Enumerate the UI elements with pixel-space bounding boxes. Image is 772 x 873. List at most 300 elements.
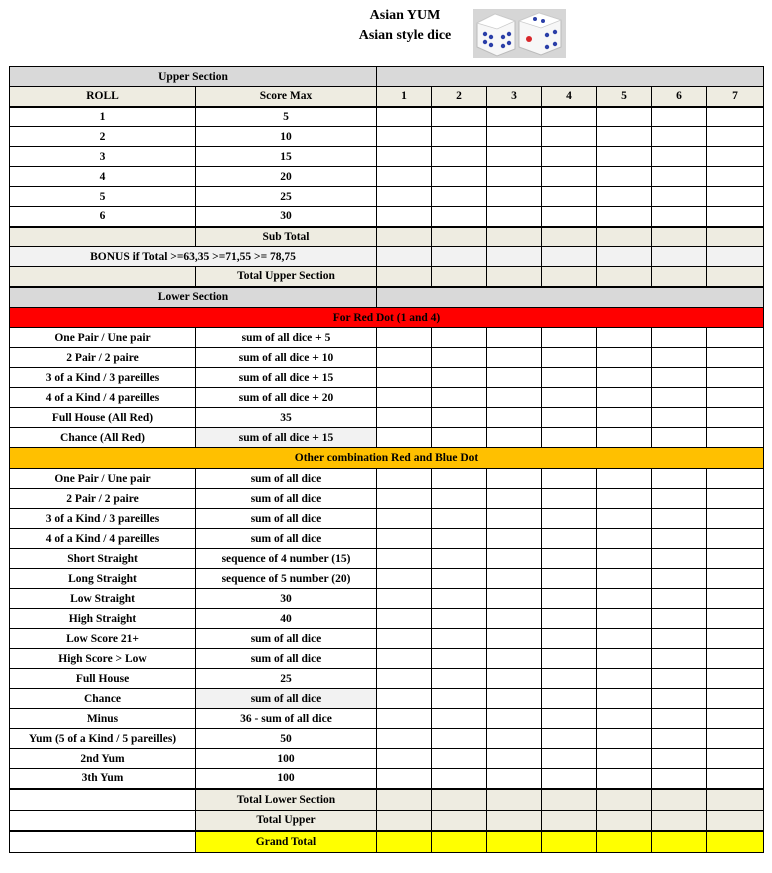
total-lower-section-score-col-1[interactable] — [377, 789, 432, 811]
combo-row-14-score-col-4[interactable] — [542, 729, 597, 749]
combo-row-score-max: sum of all dice — [196, 509, 377, 529]
red-row-1-score-col-3[interactable] — [487, 328, 542, 348]
combo-row-6-score-col-6[interactable] — [652, 569, 707, 589]
combo-row-8-score-col-3[interactable] — [487, 609, 542, 629]
combo-row-5-score-col-2[interactable] — [432, 549, 487, 569]
combo-row-7-score-col-1[interactable] — [377, 589, 432, 609]
combo-row-12-score-col-2[interactable] — [432, 689, 487, 709]
combo-row-5-score-col-7[interactable] — [707, 549, 764, 569]
upper-row-3-score-col-7[interactable] — [707, 147, 764, 167]
combo-row-2-score-col-2[interactable] — [432, 489, 487, 509]
combo-row-9-score-col-1[interactable] — [377, 629, 432, 649]
total-upper-final-spacer — [10, 811, 196, 831]
combo-row-11-score-col-5[interactable] — [597, 669, 652, 689]
combo-row-8-score-col-5[interactable] — [597, 609, 652, 629]
upper-row-2-score-col-2[interactable] — [432, 127, 487, 147]
combo-row-10-score-col-5[interactable] — [597, 649, 652, 669]
red-row-2-score-col-6[interactable] — [652, 348, 707, 368]
total-upper-section-score-col-1[interactable] — [377, 267, 432, 287]
combo-row-score-max: sum of all dice — [196, 489, 377, 509]
total-upper-label: Total Upper — [196, 811, 377, 831]
upper-row-3-score-col-6[interactable] — [652, 147, 707, 167]
combo-row-8-score-col-2[interactable] — [432, 609, 487, 629]
red-row-3-score-col-7[interactable] — [707, 368, 764, 388]
total-upper-section-score-col-3[interactable] — [487, 267, 542, 287]
red-row-1-score-col-7[interactable] — [707, 328, 764, 348]
combo-row-3-score-col-4[interactable] — [542, 509, 597, 529]
red-row-6-score-col-6[interactable] — [652, 428, 707, 448]
combo-row-2-score-col-1[interactable] — [377, 489, 432, 509]
combo-row-1-score-col-3[interactable] — [487, 469, 542, 489]
red-row-3-score-col-3[interactable] — [487, 368, 542, 388]
combo-row-11-score-col-2[interactable] — [432, 669, 487, 689]
upper-row-4-score-col-7[interactable] — [707, 167, 764, 187]
combo-row-score-max: sequence of 5 number (20) — [196, 569, 377, 589]
red-dot-header: For Red Dot (1 and 4) — [10, 308, 764, 328]
red-row-4-score-col-7[interactable] — [707, 388, 764, 408]
combo-row-7-score-col-3[interactable] — [487, 589, 542, 609]
combo-row-11-score-col-6[interactable] — [652, 669, 707, 689]
red-row-4-score-col-5[interactable] — [597, 388, 652, 408]
upper-row-2-score-col-1[interactable] — [377, 127, 432, 147]
combo-row-10-score-col-3[interactable] — [487, 649, 542, 669]
upper-section-header-band — [377, 67, 764, 87]
upper-roll-label: 3 — [10, 147, 196, 167]
combo-row-score-max: sum of all dice — [196, 529, 377, 549]
total-lower-section-score-col-7[interactable] — [707, 789, 764, 811]
combo-row-1-score-col-1[interactable] — [377, 469, 432, 489]
combo-row-label: High Straight — [10, 609, 196, 629]
upper-row-6-score-col-3[interactable] — [487, 207, 542, 227]
upper-row-1-score-col-3[interactable] — [487, 107, 542, 127]
combo-row-label: Minus — [10, 709, 196, 729]
total-lower-section-score-col-6[interactable] — [652, 789, 707, 811]
grand-total-score-col-4[interactable] — [542, 831, 597, 853]
bonus-score-col-4[interactable] — [542, 247, 597, 267]
combo-row-12-score-col-7[interactable] — [707, 689, 764, 709]
combo-row-7-score-col-5[interactable] — [597, 589, 652, 609]
red-row-2-score-col-3[interactable] — [487, 348, 542, 368]
grand-total-score-col-5[interactable] — [597, 831, 652, 853]
combo-row-9-score-col-3[interactable] — [487, 629, 542, 649]
bonus-score-col-1[interactable] — [377, 247, 432, 267]
combo-row-3-score-col-3[interactable] — [487, 509, 542, 529]
upper-row-4-score-col-2[interactable] — [432, 167, 487, 187]
red-row-2-score-col-1[interactable] — [377, 348, 432, 368]
bonus-score-col-7[interactable] — [707, 247, 764, 267]
combo-row-7-score-col-4[interactable] — [542, 589, 597, 609]
bonus-score-col-6[interactable] — [652, 247, 707, 267]
combo-row-7-score-col-2[interactable] — [432, 589, 487, 609]
combo-row-11-score-col-3[interactable] — [487, 669, 542, 689]
combo-row-4-score-col-1[interactable] — [377, 529, 432, 549]
combo-row-11-score-col-4[interactable] — [542, 669, 597, 689]
combo-row-1-score-col-7[interactable] — [707, 469, 764, 489]
combo-row-13-score-col-1[interactable] — [377, 709, 432, 729]
combo-row-4-score-col-5[interactable] — [597, 529, 652, 549]
red-row-1-score-col-2[interactable] — [432, 328, 487, 348]
combo-row-6-score-col-3[interactable] — [487, 569, 542, 589]
upper-row-4-score-col-3[interactable] — [487, 167, 542, 187]
combo-row-16-score-col-2[interactable] — [432, 769, 487, 789]
red-row-4-score-col-4[interactable] — [542, 388, 597, 408]
combo-row-16-score-col-6[interactable] — [652, 769, 707, 789]
upper-row-2-score-col-6[interactable] — [652, 127, 707, 147]
red-row-2-score-col-4[interactable] — [542, 348, 597, 368]
combo-row-16-score-col-1[interactable] — [377, 769, 432, 789]
red-row-2-score-col-7[interactable] — [707, 348, 764, 368]
combo-row-8-score-col-6[interactable] — [652, 609, 707, 629]
total-upper-section-score-col-5[interactable] — [597, 267, 652, 287]
bonus-score-col-5[interactable] — [597, 247, 652, 267]
page-title — [340, 6, 470, 46]
total-upper-score-col-1[interactable] — [377, 811, 432, 831]
combo-row-score-max: sum of all dice — [196, 689, 377, 709]
bonus-score-col-3[interactable] — [487, 247, 542, 267]
grand-total-score-col-2[interactable] — [432, 831, 487, 853]
upper-row-3-score-col-5[interactable] — [597, 147, 652, 167]
combo-row-7-score-col-6[interactable] — [652, 589, 707, 609]
red-row-5-score-col-1[interactable] — [377, 408, 432, 428]
sub-total-score-col-4[interactable] — [542, 227, 597, 247]
sub-total-score-col-3[interactable] — [487, 227, 542, 247]
combo-row-9-score-col-2[interactable] — [432, 629, 487, 649]
lower-section-title: Lower Section — [10, 287, 377, 308]
combo-row-5-score-col-5[interactable] — [597, 549, 652, 569]
upper-row-6-score-col-5[interactable] — [597, 207, 652, 227]
combo-row-15-score-col-7[interactable] — [707, 749, 764, 769]
upper-row-1-score-col-2[interactable] — [432, 107, 487, 127]
upper-row-6-score-col-4[interactable] — [542, 207, 597, 227]
combo-row-10-score-col-1[interactable] — [377, 649, 432, 669]
combo-row-12-score-col-4[interactable] — [542, 689, 597, 709]
combo-row-14-score-col-1[interactable] — [377, 729, 432, 749]
combo-row-4-score-col-7[interactable] — [707, 529, 764, 549]
combo-row-score-max: 30 — [196, 589, 377, 609]
combo-row-16-score-col-4[interactable] — [542, 769, 597, 789]
upper-row-2-score-col-5[interactable] — [597, 127, 652, 147]
red-row-score-max: sum of all dice + 15 — [196, 428, 377, 448]
combo-row-13-score-col-5[interactable] — [597, 709, 652, 729]
total-upper-score-col-5[interactable] — [597, 811, 652, 831]
red-row-5-score-col-4[interactable] — [542, 408, 597, 428]
total-upper-score-col-2[interactable] — [432, 811, 487, 831]
combo-row-9-score-col-5[interactable] — [597, 629, 652, 649]
combo-row-5-score-col-1[interactable] — [377, 549, 432, 569]
bonus-label: BONUS if Total >=63,35 >=71,55 >= 78,75 — [10, 247, 377, 267]
combo-row-5-score-col-6[interactable] — [652, 549, 707, 569]
combo-row-15-score-col-5[interactable] — [597, 749, 652, 769]
upper-row-3-score-col-4[interactable] — [542, 147, 597, 167]
combo-row-1-score-col-5[interactable] — [597, 469, 652, 489]
combo-row-label: 2nd Yum — [10, 749, 196, 769]
red-row-4-score-col-2[interactable] — [432, 388, 487, 408]
combo-row-11-score-col-1[interactable] — [377, 669, 432, 689]
combo-row-score-max: sequence of 4 number (15) — [196, 549, 377, 569]
combo-row-12-score-col-6[interactable] — [652, 689, 707, 709]
combo-row-score-max: sum of all dice — [196, 649, 377, 669]
combo-row-16-score-col-3[interactable] — [487, 769, 542, 789]
combo-row-9-score-col-6[interactable] — [652, 629, 707, 649]
combo-row-8-score-col-7[interactable] — [707, 609, 764, 629]
total-upper-section-score-col-2[interactable] — [432, 267, 487, 287]
red-row-score-max: sum of all dice + 15 — [196, 368, 377, 388]
upper-row-2-score-col-4[interactable] — [542, 127, 597, 147]
combo-row-16-score-col-5[interactable] — [597, 769, 652, 789]
grand-total-score-col-6[interactable] — [652, 831, 707, 853]
red-row-2-score-col-2[interactable] — [432, 348, 487, 368]
upper-row-2-score-col-7[interactable] — [707, 127, 764, 147]
grand-total-spacer — [10, 831, 196, 853]
combo-row-3-score-col-5[interactable] — [597, 509, 652, 529]
upper-row-6-score-col-6[interactable] — [652, 207, 707, 227]
upper-row-3-score-col-1[interactable] — [377, 147, 432, 167]
grand-total-score-col-3[interactable] — [487, 831, 542, 853]
red-row-4-score-col-3[interactable] — [487, 388, 542, 408]
upper-row-5-score-col-5[interactable] — [597, 187, 652, 207]
upper-roll-label: 1 — [10, 107, 196, 127]
roll-header: ROLL — [10, 87, 196, 107]
combo-row-16-score-col-7[interactable] — [707, 769, 764, 789]
total-upper-section-score-col-4[interactable] — [542, 267, 597, 287]
combo-row-label: Full House — [10, 669, 196, 689]
upper-row-1-score-col-7[interactable] — [707, 107, 764, 127]
combo-row-label: Chance — [10, 689, 196, 709]
combo-row-11-score-col-7[interactable] — [707, 669, 764, 689]
red-row-label: 3 of a Kind / 3 pareilles — [10, 368, 196, 388]
red-row-6-score-col-3[interactable] — [487, 428, 542, 448]
total-lower-section-score-col-4[interactable] — [542, 789, 597, 811]
combo-row-5-score-col-4[interactable] — [542, 549, 597, 569]
red-row-3-score-col-2[interactable] — [432, 368, 487, 388]
dice-image — [473, 9, 566, 58]
total-lower-section-score-col-2[interactable] — [432, 789, 487, 811]
combo-row-2-score-col-5[interactable] — [597, 489, 652, 509]
combo-row-3-score-col-6[interactable] — [652, 509, 707, 529]
combo-row-6-score-col-7[interactable] — [707, 569, 764, 589]
title-line-2: Asian style dice — [358, 28, 452, 43]
combo-row-14-score-col-5[interactable] — [597, 729, 652, 749]
combo-row-9-score-col-7[interactable] — [707, 629, 764, 649]
combo-row-9-score-col-4[interactable] — [542, 629, 597, 649]
grand-total-score-col-1[interactable] — [377, 831, 432, 853]
upper-row-1-score-col-4[interactable] — [542, 107, 597, 127]
red-row-5-score-col-6[interactable] — [652, 408, 707, 428]
upper-row-5-score-col-6[interactable] — [652, 187, 707, 207]
red-row-6-score-col-4[interactable] — [542, 428, 597, 448]
combo-row-8-score-col-4[interactable] — [542, 609, 597, 629]
upper-row-4-score-col-5[interactable] — [597, 167, 652, 187]
combo-row-2-score-col-7[interactable] — [707, 489, 764, 509]
combo-row-10-score-col-6[interactable] — [652, 649, 707, 669]
combo-row-label: 4 of a Kind / 4 pareilles — [10, 529, 196, 549]
upper-score-max: 5 — [196, 107, 377, 127]
red-row-2-score-col-5[interactable] — [597, 348, 652, 368]
red-row-6-score-col-7[interactable] — [707, 428, 764, 448]
combo-row-13-score-col-6[interactable] — [652, 709, 707, 729]
red-row-label: 2 Pair / 2 paire — [10, 348, 196, 368]
upper-row-5-score-col-2[interactable] — [432, 187, 487, 207]
score-sheet-body — [10, 67, 764, 853]
combo-row-6-score-col-2[interactable] — [432, 569, 487, 589]
combo-row-1-score-col-4[interactable] — [542, 469, 597, 489]
red-row-6-score-col-2[interactable] — [432, 428, 487, 448]
combo-row-12-score-col-5[interactable] — [597, 689, 652, 709]
upper-row-1-score-col-5[interactable] — [597, 107, 652, 127]
sub-total-score-col-1[interactable] — [377, 227, 432, 247]
total-upper-score-col-7[interactable] — [707, 811, 764, 831]
score-sheet — [9, 66, 764, 853]
sub-total-score-col-6[interactable] — [652, 227, 707, 247]
combo-row-5-score-col-3[interactable] — [487, 549, 542, 569]
upper-row-2-score-col-3[interactable] — [487, 127, 542, 147]
grand-total-label: Grand Total — [196, 831, 377, 853]
red-row-3-score-col-1[interactable] — [377, 368, 432, 388]
combo-row-14-score-col-6[interactable] — [652, 729, 707, 749]
upper-score-max: 10 — [196, 127, 377, 147]
upper-row-1-score-col-1[interactable] — [377, 107, 432, 127]
combo-row-14-score-col-7[interactable] — [707, 729, 764, 749]
upper-score-max: 20 — [196, 167, 377, 187]
red-row-3-score-col-4[interactable] — [542, 368, 597, 388]
combo-row-1-score-col-6[interactable] — [652, 469, 707, 489]
column-header-7: 7 — [707, 87, 764, 107]
combo-row-score-max: 100 — [196, 769, 377, 789]
upper-row-4-score-col-1[interactable] — [377, 167, 432, 187]
lower-section-header-band — [377, 287, 764, 308]
combo-row-12-score-col-1[interactable] — [377, 689, 432, 709]
red-row-5-score-col-3[interactable] — [487, 408, 542, 428]
combo-row-13-score-col-3[interactable] — [487, 709, 542, 729]
combo-row-label: 2 Pair / 2 paire — [10, 489, 196, 509]
combo-row-2-score-col-3[interactable] — [487, 489, 542, 509]
combo-row-15-score-col-1[interactable] — [377, 749, 432, 769]
red-row-1-score-col-1[interactable] — [377, 328, 432, 348]
total-upper-score-col-3[interactable] — [487, 811, 542, 831]
combo-row-15-score-col-3[interactable] — [487, 749, 542, 769]
combo-row-3-score-col-2[interactable] — [432, 509, 487, 529]
combo-row-6-score-col-4[interactable] — [542, 569, 597, 589]
total-lower-spacer — [10, 789, 196, 811]
combo-row-13-score-col-4[interactable] — [542, 709, 597, 729]
red-row-4-score-col-6[interactable] — [652, 388, 707, 408]
upper-row-5-score-col-1[interactable] — [377, 187, 432, 207]
upper-roll-label: 5 — [10, 187, 196, 207]
red-row-3-score-col-6[interactable] — [652, 368, 707, 388]
sub-total-label: Sub Total — [196, 227, 377, 247]
column-header-1: 1 — [377, 87, 432, 107]
sub-total-spacer — [10, 227, 196, 247]
combo-row-15-score-col-6[interactable] — [652, 749, 707, 769]
red-row-5-score-col-5[interactable] — [597, 408, 652, 428]
combo-row-2-score-col-4[interactable] — [542, 489, 597, 509]
total-upper-section-score-col-7[interactable] — [707, 267, 764, 287]
combo-row-15-score-col-2[interactable] — [432, 749, 487, 769]
combo-row-3-score-col-7[interactable] — [707, 509, 764, 529]
red-row-label: One Pair / Une pair — [10, 328, 196, 348]
total-lower-section-score-col-5[interactable] — [597, 789, 652, 811]
upper-row-5-score-col-7[interactable] — [707, 187, 764, 207]
combo-row-label: Short Straight — [10, 549, 196, 569]
red-row-5-score-col-7[interactable] — [707, 408, 764, 428]
combo-row-14-score-col-2[interactable] — [432, 729, 487, 749]
sub-total-score-col-2[interactable] — [432, 227, 487, 247]
total-upper-score-col-6[interactable] — [652, 811, 707, 831]
total-lower-section-score-col-3[interactable] — [487, 789, 542, 811]
combo-row-4-score-col-3[interactable] — [487, 529, 542, 549]
combo-row-label: Yum (5 of a Kind / 5 pareilles) — [10, 729, 196, 749]
combo-row-6-score-col-1[interactable] — [377, 569, 432, 589]
red-row-6-score-col-1[interactable] — [377, 428, 432, 448]
combo-row-13-score-col-2[interactable] — [432, 709, 487, 729]
red-row-score-max: sum of all dice + 10 — [196, 348, 377, 368]
red-blue-combination-header: Other combination Red and Blue Dot — [10, 448, 764, 469]
sub-total-score-col-5[interactable] — [597, 227, 652, 247]
combo-row-2-score-col-6[interactable] — [652, 489, 707, 509]
upper-row-6-score-col-2[interactable] — [432, 207, 487, 227]
combo-row-10-score-col-2[interactable] — [432, 649, 487, 669]
combo-row-10-score-col-4[interactable] — [542, 649, 597, 669]
combo-row-14-score-col-3[interactable] — [487, 729, 542, 749]
upper-roll-label: 6 — [10, 207, 196, 227]
red-row-1-score-col-5[interactable] — [597, 328, 652, 348]
score-max-header: Score Max — [196, 87, 377, 107]
combo-row-13-score-col-7[interactable] — [707, 709, 764, 729]
total-upper-score-col-4[interactable] — [542, 811, 597, 831]
combo-row-label: Long Straight — [10, 569, 196, 589]
combo-row-4-score-col-6[interactable] — [652, 529, 707, 549]
combo-row-7-score-col-7[interactable] — [707, 589, 764, 609]
upper-row-5-score-col-4[interactable] — [542, 187, 597, 207]
combo-row-label: High Score > Low — [10, 649, 196, 669]
red-row-6-score-col-5[interactable] — [597, 428, 652, 448]
combo-row-15-score-col-4[interactable] — [542, 749, 597, 769]
combo-row-label: 3th Yum — [10, 769, 196, 789]
upper-row-6-score-col-1[interactable] — [377, 207, 432, 227]
upper-row-1-score-col-6[interactable] — [652, 107, 707, 127]
upper-row-4-score-col-6[interactable] — [652, 167, 707, 187]
red-row-label: Chance (All Red) — [10, 428, 196, 448]
column-header-5: 5 — [597, 87, 652, 107]
combo-row-8-score-col-1[interactable] — [377, 609, 432, 629]
combo-row-3-score-col-1[interactable] — [377, 509, 432, 529]
combo-row-10-score-col-7[interactable] — [707, 649, 764, 669]
combo-row-12-score-col-3[interactable] — [487, 689, 542, 709]
combo-row-4-score-col-4[interactable] — [542, 529, 597, 549]
red-row-5-score-col-2[interactable] — [432, 408, 487, 428]
combo-row-1-score-col-2[interactable] — [432, 469, 487, 489]
red-row-1-score-col-6[interactable] — [652, 328, 707, 348]
bonus-score-col-2[interactable] — [432, 247, 487, 267]
upper-row-3-score-col-2[interactable] — [432, 147, 487, 167]
upper-row-3-score-col-3[interactable] — [487, 147, 542, 167]
grand-total-score-col-7[interactable] — [707, 831, 764, 853]
upper-row-6-score-col-7[interactable] — [707, 207, 764, 227]
red-row-4-score-col-1[interactable] — [377, 388, 432, 408]
upper-row-5-score-col-3[interactable] — [487, 187, 542, 207]
column-header-3: 3 — [487, 87, 542, 107]
combo-row-score-max: 50 — [196, 729, 377, 749]
total-upper-section-score-col-6[interactable] — [652, 267, 707, 287]
red-row-score-max: sum of all dice + 20 — [196, 388, 377, 408]
upper-row-4-score-col-4[interactable] — [542, 167, 597, 187]
sub-total-score-col-7[interactable] — [707, 227, 764, 247]
total-upper-section-label: Total Upper Section — [196, 267, 377, 287]
red-row-3-score-col-5[interactable] — [597, 368, 652, 388]
combo-row-4-score-col-2[interactable] — [432, 529, 487, 549]
combo-row-6-score-col-5[interactable] — [597, 569, 652, 589]
red-row-1-score-col-4[interactable] — [542, 328, 597, 348]
